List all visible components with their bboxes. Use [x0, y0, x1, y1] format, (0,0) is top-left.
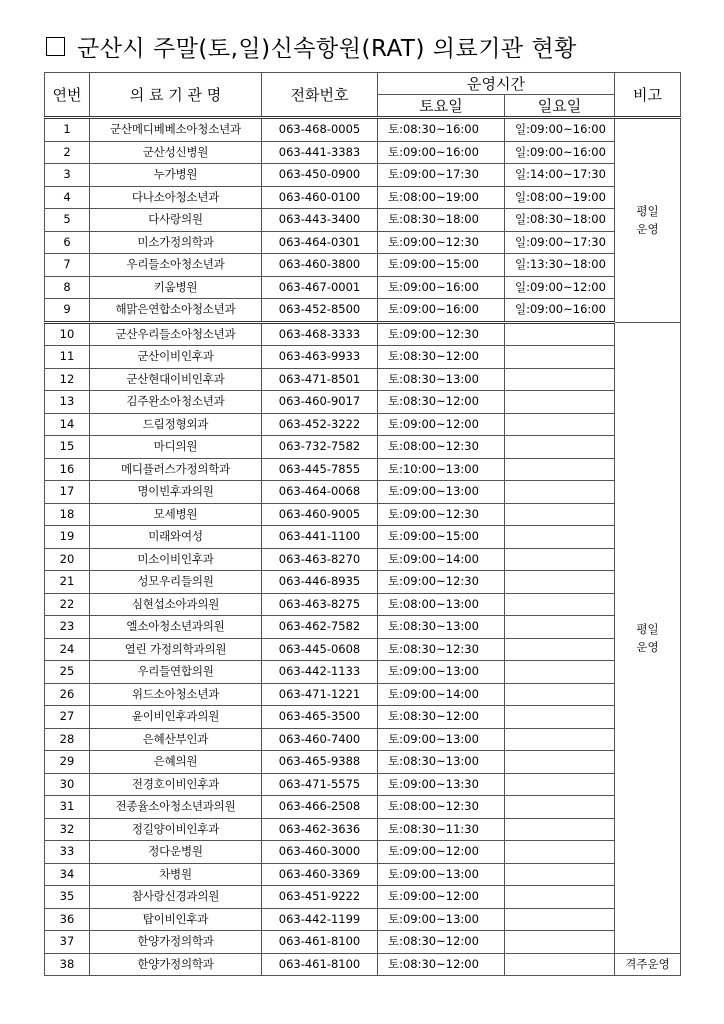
cell-name: 정길양이비인후과: [90, 818, 262, 841]
cell-saturday-hours: 토:08:30~12:00: [378, 346, 505, 369]
table-row: [45, 638, 681, 661]
cell-saturday-hours: 토:09:00~13:00: [378, 728, 505, 751]
cell-phone: 063-452-8500: [262, 299, 378, 323]
cell-phone: 063-468-3333: [262, 322, 378, 346]
cell-no: 6: [45, 231, 90, 254]
cell-sunday-hours: [505, 526, 615, 549]
cell-phone: 063-441-1100: [262, 526, 378, 549]
cell-name: 김주완소아청소년과: [90, 391, 262, 414]
cell-phone: 063-451-9222: [262, 886, 378, 909]
cell-name: 누가병원: [90, 164, 262, 187]
cell-sunday-hours: [505, 953, 615, 976]
cell-no: 35: [45, 886, 90, 909]
cell-name: 우리들연합의원: [90, 661, 262, 684]
cell-saturday-hours: 토:08:00~12:30: [378, 796, 505, 819]
table-row: [45, 773, 681, 796]
cell-saturday-hours: 토:08:30~12:00: [378, 706, 505, 729]
table-row: [45, 818, 681, 841]
cell-sunday-hours: [505, 503, 615, 526]
cell-phone: 063-460-3000: [262, 841, 378, 864]
cell-sunday-hours: [505, 458, 615, 481]
cell-sunday-hours: [505, 931, 615, 954]
cell-sunday-hours: [505, 368, 615, 391]
table-row: [45, 706, 681, 729]
cell-phone: 063-464-0068: [262, 481, 378, 504]
clinic-table: [44, 72, 681, 976]
cell-name: 탑이비인후과: [90, 908, 262, 931]
cell-sunday-hours: 일:09:00~16:00: [505, 141, 615, 164]
cell-no: 21: [45, 571, 90, 594]
cell-phone: 063-441-3383: [262, 141, 378, 164]
cell-saturday-hours: 토:08:00~12:30: [378, 436, 505, 459]
cell-saturday-hours: 토:09:00~15:00: [378, 526, 505, 549]
table-row: [45, 231, 681, 254]
table-row: [45, 141, 681, 164]
cell-name: 한양가정의학과: [90, 931, 262, 954]
cell-no: 36: [45, 908, 90, 931]
cell-name: 다나소아청소년과: [90, 186, 262, 209]
cell-sunday-hours: [505, 548, 615, 571]
cell-phone: 063-445-0608: [262, 638, 378, 661]
table-row: [45, 209, 681, 232]
cell-no: 24: [45, 638, 90, 661]
cell-saturday-hours: 토:09:00~13:00: [378, 908, 505, 931]
note-text: 평일: [636, 621, 659, 636]
cell-name: 위드소아청소년과: [90, 683, 262, 706]
cell-name: 은혜의원: [90, 751, 262, 774]
cell-sunday-hours: [505, 413, 615, 436]
cell-saturday-hours: 토:08:30~16:00: [378, 118, 505, 142]
cell-name: 우리들소아청소년과: [90, 254, 262, 277]
cell-no: 29: [45, 751, 90, 774]
cell-name: 해맑은연합소아청소년과: [90, 299, 262, 323]
cell-sunday-hours: [505, 616, 615, 639]
cell-sunday-hours: [505, 751, 615, 774]
cell-saturday-hours: 토:09:00~16:00: [378, 299, 505, 323]
cell-name: 정다운병원: [90, 841, 262, 864]
cell-saturday-hours: 토:09:00~12:00: [378, 841, 505, 864]
cell-name: 심현섭소아과의원: [90, 593, 262, 616]
cell-no: 18: [45, 503, 90, 526]
header-sat: 토요일: [378, 95, 505, 118]
cell-saturday-hours: 토:09:00~17:30: [378, 164, 505, 187]
cell-phone: 063-452-3222: [262, 413, 378, 436]
cell-sunday-hours: [505, 661, 615, 684]
cell-no: 17: [45, 481, 90, 504]
cell-phone: 063-460-9017: [262, 391, 378, 414]
cell-saturday-hours: 토:09:00~14:00: [378, 683, 505, 706]
cell-name: 은혜산부인과: [90, 728, 262, 751]
cell-no: 5: [45, 209, 90, 232]
cell-saturday-hours: 토:08:30~13:00: [378, 368, 505, 391]
cell-no: 1: [45, 118, 90, 142]
cell-sunday-hours: 일:08:00~19:00: [505, 186, 615, 209]
cell-no: 31: [45, 796, 90, 819]
note-biweekly: 격주운영: [615, 953, 681, 976]
table-row: [45, 413, 681, 436]
cell-phone: 063-465-9388: [262, 751, 378, 774]
cell-phone: 063-471-1221: [262, 683, 378, 706]
cell-phone: 063-471-5575: [262, 773, 378, 796]
cell-saturday-hours: 토:08:00~19:00: [378, 186, 505, 209]
cell-phone: 063-445-7855: [262, 458, 378, 481]
cell-sunday-hours: [505, 391, 615, 414]
cell-saturday-hours: 토:09:00~15:00: [378, 254, 505, 277]
table-row: [45, 616, 681, 639]
cell-sunday-hours: [505, 706, 615, 729]
cell-saturday-hours: 토:08:30~11:30: [378, 818, 505, 841]
cell-name: 한양가정의학과: [90, 953, 262, 976]
cell-phone: 063-464-0301: [262, 231, 378, 254]
table-row: [45, 322, 681, 346]
cell-phone: 063-732-7582: [262, 436, 378, 459]
cell-no: 7: [45, 254, 90, 277]
cell-no: 37: [45, 931, 90, 954]
cell-no: 25: [45, 661, 90, 684]
cell-name: 윤이비인후과의원: [90, 706, 262, 729]
cell-phone: 063-450-0900: [262, 164, 378, 187]
page-title: [46, 28, 577, 64]
cell-sunday-hours: [505, 481, 615, 504]
cell-name: 마디의원: [90, 436, 262, 459]
table-row: [45, 299, 681, 323]
note-weekday-operation: [615, 322, 681, 953]
cell-no: 14: [45, 413, 90, 436]
cell-saturday-hours: 토:08:00~13:00: [378, 593, 505, 616]
cell-name: 군산현대이비인후과: [90, 368, 262, 391]
cell-saturday-hours: 토:08:30~12:00: [378, 931, 505, 954]
cell-no: 32: [45, 818, 90, 841]
cell-phone: 063-460-3369: [262, 863, 378, 886]
cell-saturday-hours: 토:09:00~12:30: [378, 503, 505, 526]
table-row: [45, 593, 681, 616]
cell-sunday-hours: [505, 436, 615, 459]
table-row: [45, 436, 681, 459]
cell-no: 8: [45, 276, 90, 299]
cell-name: 미소이비인후과: [90, 548, 262, 571]
cell-phone: 063-460-9005: [262, 503, 378, 526]
cell-sunday-hours: [505, 638, 615, 661]
cell-no: 20: [45, 548, 90, 571]
cell-saturday-hours: 토:08:30~13:00: [378, 616, 505, 639]
table-row: [45, 458, 681, 481]
cell-no: 12: [45, 368, 90, 391]
cell-sunday-hours: [505, 863, 615, 886]
table-row: [45, 683, 681, 706]
cell-sunday-hours: [505, 841, 615, 864]
cell-sunday-hours: [505, 683, 615, 706]
cell-name: 메디플러스가정의학과: [90, 458, 262, 481]
cell-sunday-hours: [505, 773, 615, 796]
cell-sunday-hours: [505, 886, 615, 909]
cell-phone: 063-460-7400: [262, 728, 378, 751]
cell-phone: 063-463-8270: [262, 548, 378, 571]
cell-phone: 063-442-1199: [262, 908, 378, 931]
cell-saturday-hours: 토:09:00~16:00: [378, 141, 505, 164]
table-row: [45, 548, 681, 571]
cell-no: 28: [45, 728, 90, 751]
cell-no: 13: [45, 391, 90, 414]
cell-no: 16: [45, 458, 90, 481]
table-row: [45, 796, 681, 819]
cell-sunday-hours: 일:09:00~12:00: [505, 276, 615, 299]
cell-saturday-hours: 토:09:00~12:30: [378, 571, 505, 594]
cell-name: 군산우리들소아청소년과: [90, 322, 262, 346]
cell-name: 열린 가정의학과의원: [90, 638, 262, 661]
cell-phone: 063-461-8100: [262, 931, 378, 954]
cell-no: 3: [45, 164, 90, 187]
cell-saturday-hours: 토:09:00~13:00: [378, 661, 505, 684]
table-row: [45, 863, 681, 886]
cell-saturday-hours: 토:08:30~13:00: [378, 751, 505, 774]
cell-saturday-hours: 토:08:30~12:00: [378, 391, 505, 414]
cell-saturday-hours: 토:10:00~13:00: [378, 458, 505, 481]
cell-saturday-hours: 토:09:00~14:00: [378, 548, 505, 571]
note-weekday-operation: [615, 118, 681, 323]
cell-name: 미소가정의학과: [90, 231, 262, 254]
cell-sunday-hours: 일:09:00~16:00: [505, 118, 615, 142]
cell-phone: 063-468-0005: [262, 118, 378, 142]
note-text: 평일: [636, 204, 659, 219]
cell-saturday-hours: 토:09:00~12:30: [378, 322, 505, 346]
cell-phone: 063-442-1133: [262, 661, 378, 684]
cell-saturday-hours: 토:09:00~12:00: [378, 413, 505, 436]
cell-name: 드림정형외과: [90, 413, 262, 436]
header-hours: 운영시간: [378, 73, 615, 95]
cell-saturday-hours: 토:09:00~13:00: [378, 863, 505, 886]
cell-phone: 063-446-8935: [262, 571, 378, 594]
cell-no: 19: [45, 526, 90, 549]
cell-phone: 063-463-9933: [262, 346, 378, 369]
table-row: [45, 186, 681, 209]
cell-name: 전경호이비인후과: [90, 773, 262, 796]
header-phone: 전화번호: [262, 73, 378, 118]
cell-sunday-hours: [505, 571, 615, 594]
table-row: [45, 391, 681, 414]
cell-name: 참사랑신경과의원: [90, 886, 262, 909]
cell-sunday-hours: [505, 322, 615, 346]
cell-no: 9: [45, 299, 90, 323]
cell-saturday-hours: 토:08:30~12:00: [378, 953, 505, 976]
cell-no: 2: [45, 141, 90, 164]
cell-no: 30: [45, 773, 90, 796]
table-row: [45, 953, 681, 976]
cell-name: 군산이비인후과: [90, 346, 262, 369]
cell-sunday-hours: 일:09:00~17:30: [505, 231, 615, 254]
cell-phone: 063-460-3800: [262, 254, 378, 277]
cell-saturday-hours: 토:09:00~13:30: [378, 773, 505, 796]
cell-phone: 063-443-3400: [262, 209, 378, 232]
table-row: [45, 481, 681, 504]
cell-saturday-hours: 토:09:00~12:30: [378, 231, 505, 254]
table-row: [45, 908, 681, 931]
cell-sunday-hours: [505, 908, 615, 931]
cell-sunday-hours: 일:09:00~16:00: [505, 299, 615, 323]
cell-phone: 063-467-0001: [262, 276, 378, 299]
cell-sunday-hours: [505, 593, 615, 616]
cell-no: 10: [45, 322, 90, 346]
cell-phone: 063-462-7582: [262, 616, 378, 639]
cell-name: 군산메디베베소아청소년과: [90, 118, 262, 142]
table-row: [45, 931, 681, 954]
cell-name: 차병원: [90, 863, 262, 886]
cell-phone: 063-465-3500: [262, 706, 378, 729]
cell-phone: 063-460-0100: [262, 186, 378, 209]
table-row: [45, 526, 681, 549]
table-row: [45, 751, 681, 774]
cell-phone: 063-462-3636: [262, 818, 378, 841]
cell-name: 군산성신병원: [90, 141, 262, 164]
header-name: 의 료 기 관 명: [90, 73, 262, 118]
cell-sunday-hours: [505, 796, 615, 819]
cell-saturday-hours: 토:09:00~12:00: [378, 886, 505, 909]
cell-saturday-hours: 토:08:30~18:00: [378, 209, 505, 232]
cell-sunday-hours: 일:13:30~18:00: [505, 254, 615, 277]
cell-phone: 063-471-8501: [262, 368, 378, 391]
cell-sunday-hours: [505, 728, 615, 751]
cell-name: 명이빈후과의원: [90, 481, 262, 504]
cell-no: 38: [45, 953, 90, 976]
cell-saturday-hours: 토:09:00~16:00: [378, 276, 505, 299]
cell-phone: 063-461-8100: [262, 953, 378, 976]
cell-phone: 063-463-8275: [262, 593, 378, 616]
cell-sunday-hours: [505, 346, 615, 369]
cell-name: 엘소아청소년과의원: [90, 616, 262, 639]
table-row: [45, 841, 681, 864]
cell-no: 26: [45, 683, 90, 706]
header-sun: 일요일: [505, 95, 615, 118]
table-body: [45, 118, 681, 976]
table-row: [45, 571, 681, 594]
cell-sunday-hours: [505, 818, 615, 841]
header-note: 비고: [615, 73, 681, 118]
cell-saturday-hours: 토:09:00~13:00: [378, 481, 505, 504]
cell-no: 22: [45, 593, 90, 616]
checkbox-icon: [46, 37, 65, 56]
cell-no: 4: [45, 186, 90, 209]
table-row: [45, 164, 681, 187]
table-header: [45, 73, 681, 118]
note-text: 운영: [636, 639, 659, 654]
note-text: 운영: [636, 222, 659, 237]
cell-no: 15: [45, 436, 90, 459]
cell-no: 34: [45, 863, 90, 886]
cell-phone: 063-466-2508: [262, 796, 378, 819]
table-row: [45, 728, 681, 751]
page-title-text: 군산시 주말(토,일)신속항원(RAT) 의료기관 현황: [77, 35, 577, 62]
cell-no: 23: [45, 616, 90, 639]
cell-name: 전종율소아청소년과의원: [90, 796, 262, 819]
table-row: [45, 254, 681, 277]
cell-sunday-hours: 일:08:30~18:00: [505, 209, 615, 232]
table-row: [45, 661, 681, 684]
table-row: [45, 368, 681, 391]
cell-no: 27: [45, 706, 90, 729]
header-no: 연번: [45, 73, 90, 118]
cell-no: 33: [45, 841, 90, 864]
cell-no: 11: [45, 346, 90, 369]
table-row: [45, 276, 681, 299]
table-row: [45, 503, 681, 526]
cell-name: 미래와여성: [90, 526, 262, 549]
cell-name: 성모우리들의원: [90, 571, 262, 594]
cell-name: 키움병원: [90, 276, 262, 299]
cell-name: 모세병원: [90, 503, 262, 526]
table-row: [45, 886, 681, 909]
table-row: [45, 346, 681, 369]
cell-saturday-hours: 토:08:30~12:30: [378, 638, 505, 661]
cell-sunday-hours: 일:14:00~17:30: [505, 164, 615, 187]
cell-name: 다사랑의원: [90, 209, 262, 232]
table-row: [45, 118, 681, 142]
